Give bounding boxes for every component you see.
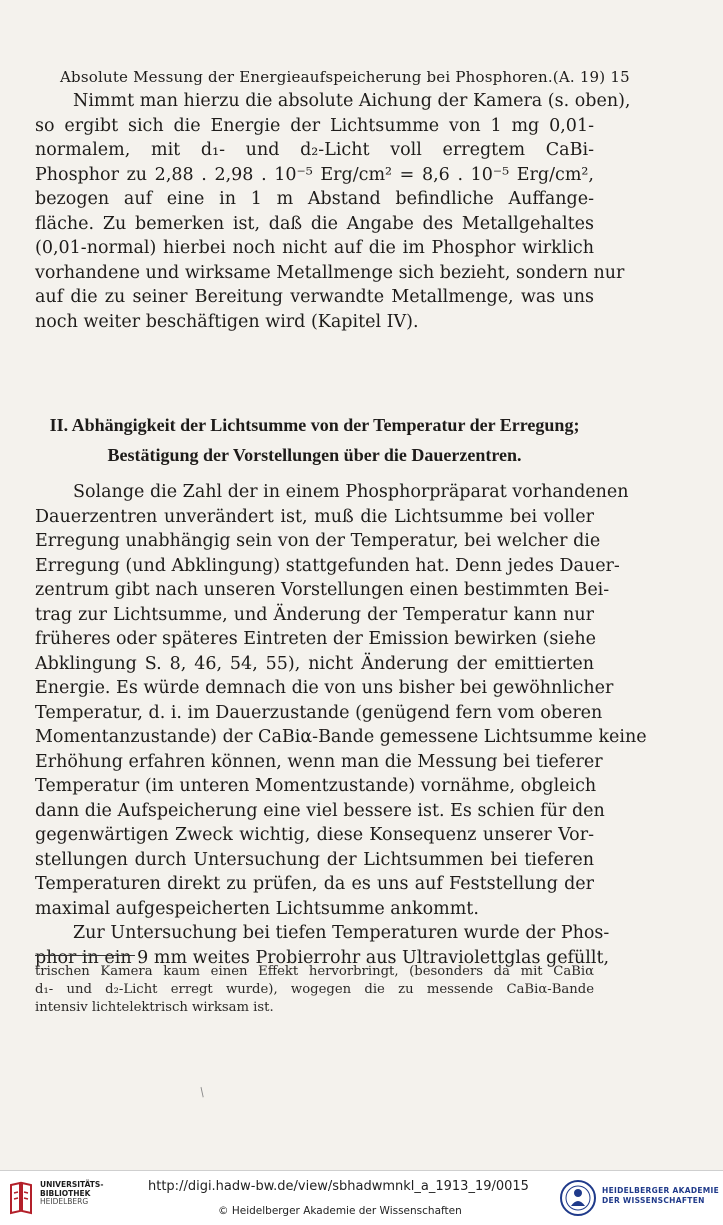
running-head-title: Absolute Messung der Energieaufspeicherung bei Phosphoren.	[60, 68, 553, 86]
text-line: Solange die Zahl der in einem Phosphorpräparat vorhandenen	[73, 482, 629, 502]
section-heading-line-1: II. Abhängigkeit der Lichtsumme von der Temperatur der Erregung;	[49, 415, 580, 435]
running-head-page-ref: (A. 19) 15	[552, 68, 630, 86]
university-library-name: UNIVERSITÄTS- BIBLIOTHEK HEIDELBERG	[40, 1180, 104, 1206]
text-line: bezogen auf eine in 1 m Abstand befindliche Auffange-	[35, 189, 594, 209]
paragraph-dauerzentren	[35, 480, 647, 970]
text-line: maximal aufgespeicherten Lichtsumme ankommt.	[35, 898, 479, 919]
footnote	[35, 963, 594, 1017]
text-line: früheres oder späteres Eintreten der Emission bewirken (siehe	[35, 629, 596, 649]
footnote-line: trischen Kamera kaum einen Effekt hervorbringt, (besonders da mit CaBiα	[35, 964, 594, 979]
text-line: fläche. Zu bemerken ist, daß die Angabe des Metallgehaltes	[35, 213, 594, 234]
footnote-line: intensiv lichtelektrisch wirksam ist.	[35, 1000, 274, 1015]
text-line: trag zur Lichtsumme, und Änderung der Temperatur kann nur	[35, 604, 594, 625]
text-line: so ergibt sich die Energie der Lichtsumme von 1 mg 0,01-	[35, 115, 594, 136]
running-head	[60, 68, 630, 86]
university-library-logo-icon	[8, 1181, 34, 1215]
text-line: Energie. Es würde demnach die von uns bisher bei gewöhnlicher	[35, 678, 614, 698]
text-line: Phosphor zu 2,88 . 2,98 . 10⁻⁵ Erg/cm² = 8,6 . 10⁻⁵ Erg/cm²,	[35, 164, 594, 185]
permalink-url[interactable]: http://digi.hadw-bw.de/view/sbhadwmnkl_a_1913_19/0015	[148, 1179, 529, 1194]
footnote-line: d₁- und d₂-Licht erregt wurde), wogegen die zu messende CaBiα-Bande	[35, 982, 594, 997]
text-line: gegenwärtigen Zweck wichtig, diese Konsequenz unserer Vor-	[35, 825, 594, 845]
text-line: Momentanzustande) der CaBiα-Bande gemessene Lichtsumme keine	[35, 727, 647, 747]
text-line: zentrum gibt nach unseren Vorstellungen einen bestimmten Bei-	[35, 580, 610, 600]
footnote-divider	[35, 955, 135, 956]
paragraph-energy	[35, 89, 631, 334]
academy-name: HEIDELBERGER AKADEMIE DER WISSENSCHAFTEN	[602, 1186, 720, 1205]
text-line: Zur Untersuchung bei tiefen Temperaturen wurde der Phos-	[73, 923, 610, 943]
text-line: vorhandene und wirksame Metallmenge sich bezieht, sondern nur	[35, 262, 625, 283]
text-line: auf die zu seiner Bereitung verwandte Metallmenge, was uns	[35, 287, 594, 307]
copyright-notice: © Heidelberger Akademie der Wissenschaften	[218, 1205, 462, 1217]
text-line: stellungen durch Untersuchung der Lichtsummen bei tieferen	[35, 849, 594, 870]
text-line: normalem, mit d₁- und d₂-Licht voll erregtem CaBi-	[35, 140, 594, 160]
text-line: Nimmt man hierzu die absolute Aichung der Kamera (s. oben),	[73, 91, 631, 111]
text-line: phor in ein 9 mm weites Probierrohr aus Ultraviolettglas gefüllt,	[35, 947, 610, 968]
text-line: Temperatur (im unteren Momentzustande) vornähme, obgleich	[35, 776, 597, 796]
text-line: Temperatur, d. i. im Dauerzustande (genügend fern vom oberen	[35, 702, 603, 723]
text-line: Erregung (und Abklingung) stattgefunden hat. Denn jedes Dauer-	[35, 555, 620, 576]
text-line: Dauerzentren unverändert ist, muß die Lichtsumme bei voller	[35, 506, 594, 527]
academy-seal-icon	[559, 1179, 597, 1217]
viewer-footer	[0, 1170, 723, 1225]
text-line: dann die Aufspeicherung eine viel bessere ist. Es schien für den	[35, 800, 605, 821]
section-heading-line-2: Bestätigung der Vorstellungen über die Dauerzentren.	[107, 445, 522, 465]
text-line: Temperaturen direkt zu prüfen, da es uns auf Feststellung der	[35, 874, 594, 894]
text-line: (0,01-normal) hierbei noch nicht auf die im Phosphor wirklich	[35, 238, 594, 258]
text-line: noch weiter beschäftigen wird (Kapitel IV).	[35, 311, 419, 332]
text-line: Erregung unabhängig sein von der Temperatur, bei welcher die	[35, 531, 601, 551]
text-line: Abklingung S. 8, 46, 54, 55), nicht Änderung der emittierten	[35, 653, 594, 674]
section-heading	[35, 410, 594, 470]
pencil-mark: /	[196, 1084, 208, 1100]
text-line: Erhöhung erfahren können, wenn man die Messung bei tieferer	[35, 751, 603, 772]
